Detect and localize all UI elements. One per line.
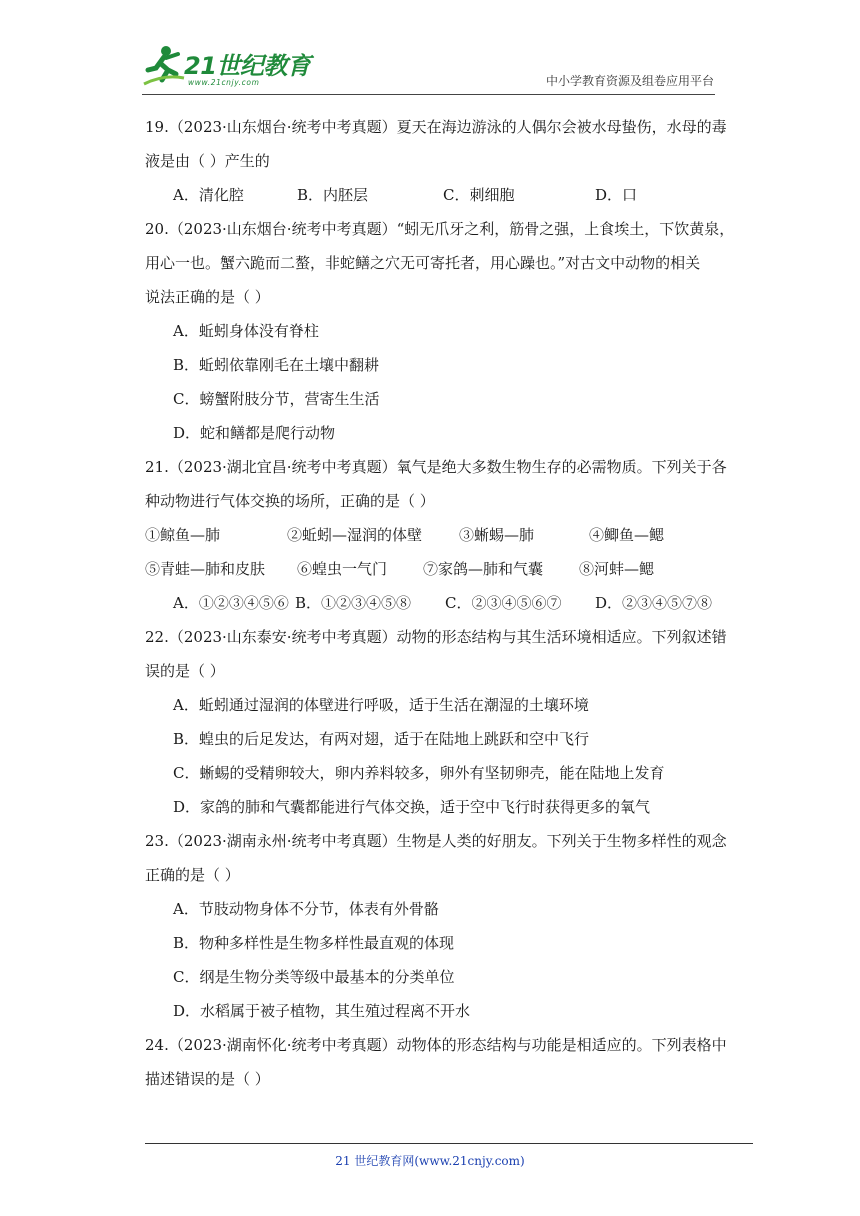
option-d: D．水稻属于被子植物，其生殖过程离不开水 — [173, 1002, 471, 1020]
question-stem-line: 说法正确的是（ ） — [145, 288, 270, 306]
option-c: C．纲是生物分类等级中最基本的分类单位 — [173, 968, 455, 986]
option-a: A．蚯蚓身体没有脊柱 — [173, 322, 319, 340]
question-stem-line: 种动物进行气体交换的场所，正确的是（ ） — [145, 492, 435, 510]
platform-title: 中小学教育资源及组卷应用平台 — [545, 74, 714, 88]
item: ⑦家鸽—肺和气囊 — [423, 560, 544, 578]
option-c: C．螃蟹附肢分节，营寄生生活 — [173, 390, 380, 408]
item: ④鲫鱼—鳃 — [589, 526, 665, 544]
item: ③蜥蜴—肺 — [459, 526, 535, 544]
runner-icon — [142, 44, 186, 88]
item: ⑧河蚌—鳃 — [579, 560, 655, 578]
option-b: B．物种多样性是生物多样性最直观的体现 — [173, 934, 455, 952]
option-d: D．蛇和鳝都是爬行动物 — [173, 424, 336, 442]
question-stem-line: 正确的是（ ） — [145, 866, 240, 884]
option-a: A．①②③④⑤⑥ — [173, 594, 289, 612]
option-a: A．节肢动物身体不分节，体表有外骨骼 — [173, 900, 439, 918]
option-row — [145, 178, 715, 212]
question-19 — [145, 110, 727, 212]
item: ⑥蝗虫一气门 — [297, 560, 388, 578]
question-list — [145, 110, 735, 1096]
option-d: D．家鸽的肺和气囊都能进行气体交换，适于空中飞行时获得更多的氧气 — [173, 798, 651, 816]
question-stem-line: 22.（2023·山东泰安·统考中考真题）动物的形态结构与其生活环境相适应。下列叙述错 — [145, 628, 727, 646]
item: ①鲸鱼—肺 — [145, 526, 221, 544]
site-logo — [142, 40, 312, 92]
question-stem-line: 21.（2023·湖北宜昌·统考中考真题）氧气是绝大多数生物生存的必需物质。下列关于各 — [145, 458, 727, 476]
question-stem-line: 误的是（ ） — [145, 662, 225, 680]
option-b: B．内胚层 — [297, 186, 369, 204]
option-b: B．蝗虫的后足发达，有两对翅，适于在陆地上跳跃和空中飞行 — [173, 730, 590, 748]
option-d: D．口 — [595, 186, 638, 204]
option-a: A．清化腔 — [173, 186, 244, 204]
question-stem-line: 20.（2023·山东烟台·统考中考真题）“蚓无爪牙之利，筋骨之强，上食埃土，下饮黄泉， — [145, 220, 735, 238]
question-21 — [145, 450, 727, 620]
option-a: A．蚯蚓通过湿润的体壁进行呼吸，适于生活在潮湿的土壤环境 — [173, 696, 589, 714]
question-23 — [145, 824, 727, 1028]
question-stem-line: 24.（2023·湖南怀化·统考中考真题）动物体的形态结构与功能是相适应的。下列表格中 — [145, 1036, 727, 1054]
question-stem-line: 用心一也。蟹六跪而二螯，非蛇鳝之穴无可寄托者，用心躁也。”对古文中动物的相关 — [145, 254, 701, 272]
footer-text: 21 世纪教育网(www.21cnjy.com) — [335, 1154, 525, 1168]
page-header — [142, 40, 714, 96]
question-24 — [145, 1028, 727, 1096]
footer-divider — [145, 1143, 753, 1144]
option-b: B．①②③④⑤⑧ — [295, 594, 412, 612]
item-row — [145, 518, 715, 552]
item: ⑤青蛙—肺和皮肤 — [145, 560, 266, 578]
option-c: C．刺细胞 — [443, 186, 515, 204]
logo-text: 21世纪教育 — [184, 52, 311, 80]
header-divider — [142, 94, 715, 95]
option-c: C．②③④⑤⑥⑦ — [445, 594, 562, 612]
question-stem-line: 描述错误的是（ ） — [145, 1070, 270, 1088]
question-22 — [145, 620, 727, 824]
logo-url: www.21cnjy.com — [188, 78, 260, 87]
question-stem-line: 液是由（ ）产生的 — [145, 152, 270, 170]
question-stem-line: 19.（2023·山东烟台·统考中考真题）夏天在海边游泳的人偶尔会被水母蛰伤，水母的毒 — [145, 118, 727, 136]
question-20 — [145, 212, 735, 450]
option-c: C．蜥蜴的受精卵较大，卵内养料较多，卵外有坚韧卵壳，能在陆地上发育 — [173, 764, 665, 782]
item: ②蚯蚓—湿润的体壁 — [287, 526, 423, 544]
option-row — [145, 586, 715, 620]
question-stem-line: 23.（2023·湖南永州·统考中考真题）生物是人类的好朋友。下列关于生物多样性的观念 — [145, 832, 727, 850]
item-row — [145, 552, 715, 586]
option-d: D．②③④⑤⑦⑧ — [595, 594, 713, 612]
option-b: B．蚯蚓依靠刚毛在土壤中翻耕 — [173, 356, 380, 374]
